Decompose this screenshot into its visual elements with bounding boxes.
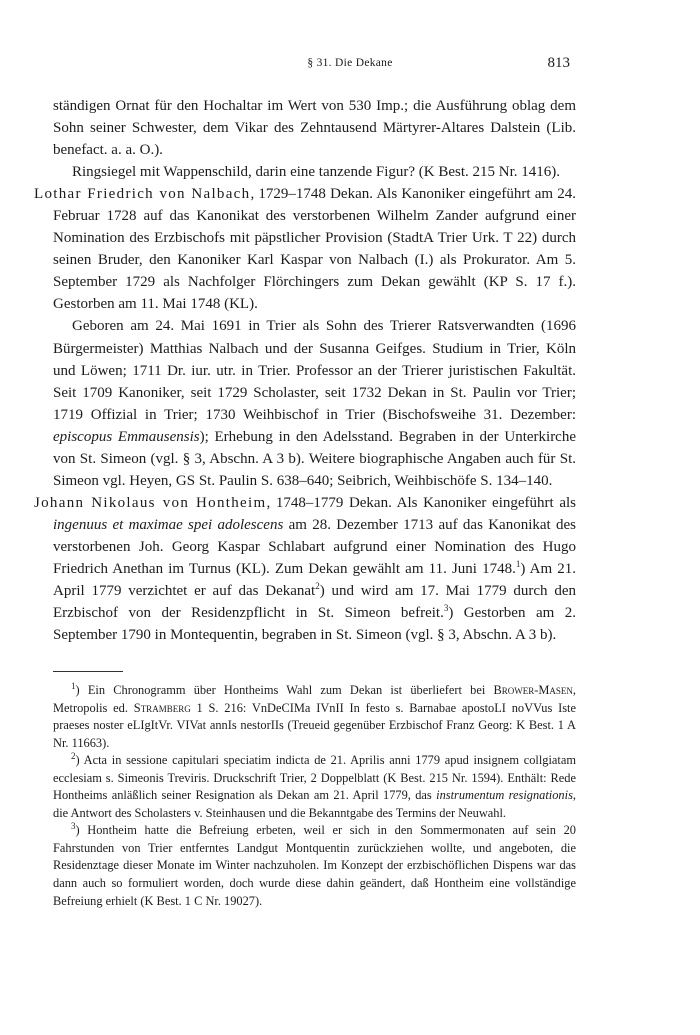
hontheim-text-2: am 28. Dezember 1713 auf das Kanonikat des verstorbenen Joh. Georg Kaspar Schlabart aufgrund einer Nomination des Hugo Friedrich Anethan im Turnus (KL). Zum Dekan gewählt am 11. Juni 1748.	[53, 516, 576, 577]
footnote-1-text-2: , Metropolis ed.	[53, 683, 576, 715]
footnotes	[53, 682, 576, 910]
bio-text-2: ); Erhebung in den Adelsstand. Begraben in der Unterkirche von St. Simeon (vgl. § 3, Abschn. A 3 b). Weitere biographische Angaben auch für St. Simeon vgl. Heyen, GS St. Paulin S. 638–640; Seibrich, Weihbischöfe S. 134–140.	[53, 428, 576, 489]
footnote-1	[53, 682, 576, 752]
author-stramberg: Stramberg	[133, 700, 191, 715]
entry-hontheim	[34, 492, 576, 646]
bio-text-1: Geboren am 24. Mai 1691 in Trier als Sohn des Trierer Ratsverwandten (1696 Bürgermeister) Matthias Nalbach und der Susanna Geifges. Studium in Trier, Köln und Löwen; 1711 Dr. iur. utr. in Trier. Professor an der Trierer juristischen Fakultät. Seit 1709 Kanoniker, seit 1729 Scholaster, seit 1732 Dekan in St. Paulin vor Trier; 1719 Offizial in Trier; 1730 Weihbischof in Trier (Bischofsweihe 31. Dezember:	[53, 318, 576, 423]
italic-instrumentum: instrumentum resignationis	[436, 788, 573, 803]
footnote-ref-1[interactable]: 1	[515, 558, 521, 569]
hontheim-text-1: , 1748–1779 Dekan. Als Kanoniker eingeführt als	[266, 494, 576, 511]
footnote-3	[53, 822, 576, 910]
footnote-2-text-2: , die Antwort des Scholasters v. Steinhausen und die Bekanntgabe des Termins der Neuwahl.	[53, 788, 576, 820]
footnote-3-text: ) Hontheim hatte die Befreiung erbeten, weil er sich in den Sommermonaten auf sein 20 Fahrstunden von Trier entferntes Landgut Montquentin zurückziehen wollte, und angeboten, die Residenztage dieser Monate im Winter nachzuholen. Im Konzept der erzbischöflichen Dispens war das dann auch so formuliert worden, doch wurde diese dahin geändert, daß Hontheim eine vollständige Befreiung erhielt (K Best. 1 C Nr. 19027).	[53, 823, 576, 908]
author-brower-masen: Brower-Masen	[493, 683, 573, 697]
footnote-mark-1: 1	[71, 681, 76, 691]
main-text	[34, 95, 576, 646]
footnote-ref-3[interactable]: 3	[443, 603, 449, 614]
hontheim-text-4: ) und wird am 17. Mai 1779 durch den Erzbischof von der Residenzpflicht in St. Simeon befreit.	[53, 583, 576, 622]
entry-nalbach-text: , 1729–1748 Dekan. Als Kanoniker eingeführt am 24. Februar 1728 auf das Kanonikat des verstorbenen Wilhelm Zander aufgrund einer Nomination des Erzbischofs mit päpstlicher Provision (StadtA Trier Urk. T 22) durch seinen Bruder, den Kanoniker Karl Kaspar von Nalbach (I.) als Prokurator. Am 5. September 1729 als Nachfolger Flörchingers zum Dekan gewählt (KP S. 17 f.). Gestorben am 11. Mai 1748 (KL).	[53, 186, 576, 313]
footnote-2	[53, 752, 576, 822]
page-number: 813	[547, 55, 570, 71]
paragraph-nalbach-bio	[34, 315, 576, 491]
italic-phrase: ingenuus et maximae spei adolescens	[53, 516, 284, 533]
italic-title: episcopus Emmausensis	[53, 428, 200, 445]
hontheim-text-5: ) Gestorben am 2. September 1790 in Montequentin, begraben in St. Simeon (vgl. § 3, Abschn. A 3 b).	[53, 605, 577, 644]
paragraph-ringsiegel: Ringsiegel mit Wappenschild, darin eine tanzende Figur? (K Best. 215 Nr. 1416).	[72, 164, 560, 181]
footnote-1-text-1: ) Ein Chronogramm über Hontheims Wahl zum Dekan ist überliefert bei	[75, 683, 494, 697]
footnote-1-text-3: 1 S. 216: VnDeCIMa IVnII In festo s. Barnabae apostoLI noVVus Iste praeses noster eLIgItVr. VIVat annIs nestorIIs (Treueid gegenüber Erzbischof Franz Georg: K Best. 1 A Nr. 11663).	[53, 700, 576, 750]
footnote-mark-3: 3	[71, 821, 76, 832]
footnote-mark-2: 2	[71, 751, 76, 762]
footnote-ref-2[interactable]: 2	[315, 581, 320, 592]
hontheim-text-3: ) Am 21. April 1779 verzichtet er auf das Dekanat	[53, 560, 576, 600]
person-name-hontheim: Johann Nikolaus von Hontheim	[34, 494, 267, 511]
person-name-nalbach: Lothar Friedrich von Nalbach	[34, 186, 251, 203]
paragraph-ornat: ständigen Ornat für den Hochaltar im Wert von 530 Imp.; die Ausführung oblag dem Sohn seiner Schwester, dem Vikar des Zehntausend Märtyrer-Altares Dalstein (Lib. benefact. a. a. O.).	[53, 98, 576, 159]
footnote-2-text-1: ) Acta in sessione capitulari speciatim indicta de 21. Aprilis anni 1779 apud insignem collgiatam ecclesiam s. Simeonis Treviris. Druckschrift Trier, 2 Doppelblatt (K Best. 215 Nr. 1594). Enthält: Rede Hontheims anläßlich seiner Resignation als Dekan am 21. April 1779, das	[53, 753, 576, 803]
footnote-divider	[53, 671, 123, 672]
entry-nalbach	[34, 183, 576, 315]
running-title: § 31. Die Dekane	[307, 57, 393, 69]
page-header	[0, 55, 700, 75]
